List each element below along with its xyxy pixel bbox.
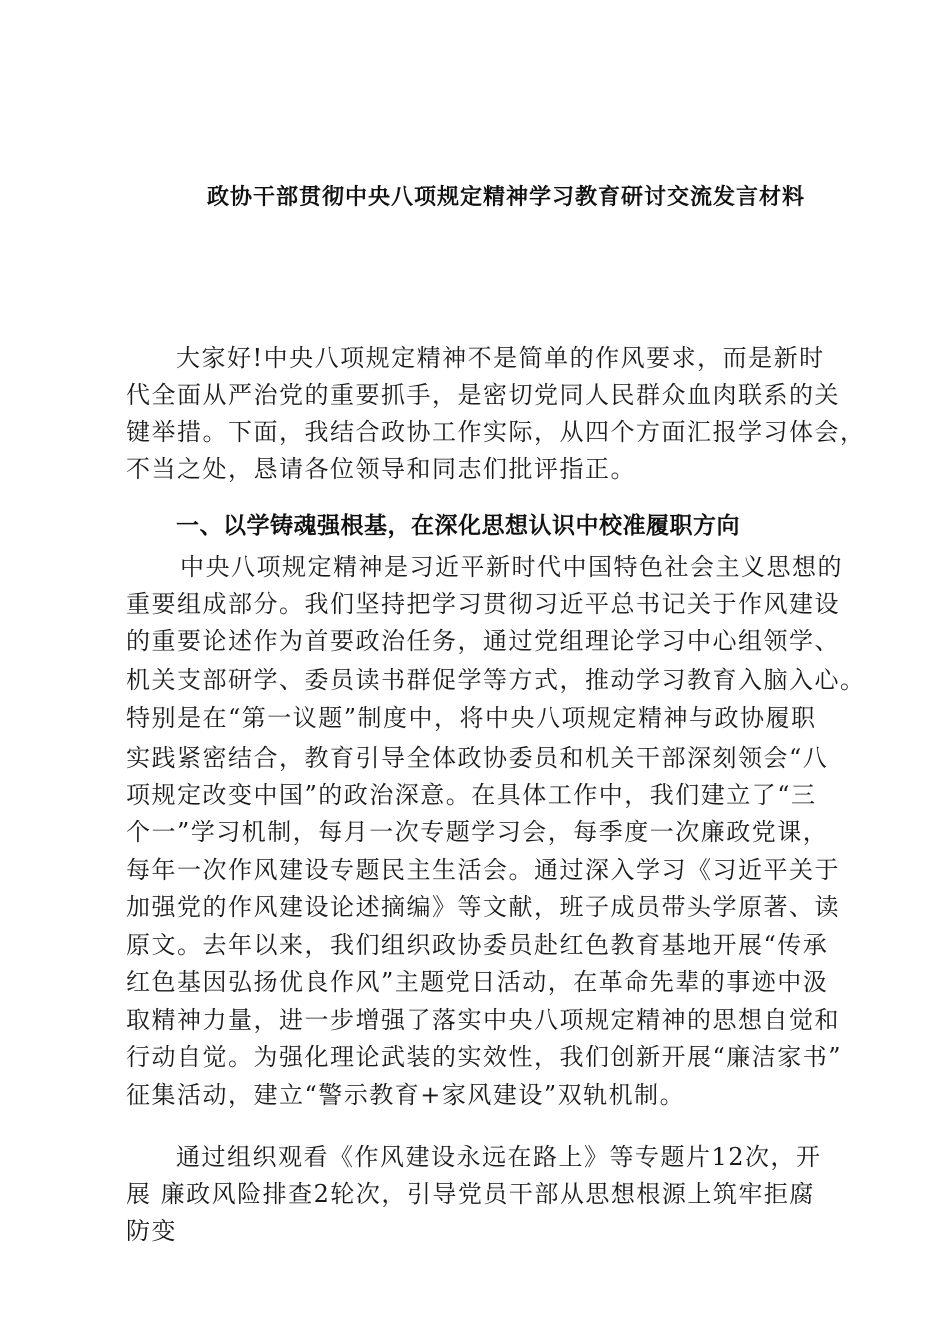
section-1-line: 中央八项规定精神是习近平新时代中国特色社会主义思想的 xyxy=(180,553,843,581)
section-1-line: 取精神力量，进一步增强了落实中央八项规定精神的思想自觉和 xyxy=(126,1006,840,1034)
section-1-line: 个一”学习机制，每月一次专题学习会，每季度一次廉政党课， xyxy=(126,818,829,846)
section-1-line: 项规定改变中国”的政治深意。在具体工作中，我们建立了“三 xyxy=(126,781,817,809)
intro-line: 大家好!中央八项规定精神不是简单的作风要求，而是新时 xyxy=(176,344,825,372)
document-title: 政协干部贯彻中央八项规定精神学习教育研讨交流发言材料 xyxy=(206,185,805,210)
section-1-line: 红色基因弘扬优良作风”主题党日活动，在革命先辈的事迹中汲 xyxy=(126,968,829,996)
intro-line: 代全面从严治党的重要抓手，是密切党同人民群众血肉联系的关 xyxy=(126,381,840,409)
section-1-line: 重要组成部分。我们坚持把学习贯彻习近平总书记关于作风建设 xyxy=(126,590,840,618)
intro-line: 键举措。下面，我结合政协工作实际，从四个方面汇报学习体会， xyxy=(126,418,866,446)
section-1-line: 实践紧密结合，教育引导全体政协委员和机关干部深刻领会“八 xyxy=(126,744,829,772)
section-1-line: 机关支部研学、委员读书群促学等方式，推动学习教育入脑入心。 xyxy=(126,666,866,694)
section-1-line: 每年一次作风建设专题民主生活会。通过深入学习《习近平关于 xyxy=(126,856,840,884)
section-1-line: 特别是在“第一议题”制度中，将中央八项规定精神与政协履职 xyxy=(126,704,817,732)
section-1-line: 征集活动，建立“警示教育+家风建设”双轨机制。 xyxy=(126,1081,686,1109)
paragraph-3-line: 展 廉政风险排查2轮次，引导党员干部从思想根源上筑牢拒腐 xyxy=(126,1180,815,1208)
paragraph-3-line: 防变 xyxy=(126,1217,177,1245)
section-1-line: 原文。去年以来，我们组织政协委员赴红色教育基地开展“传承 xyxy=(126,931,829,959)
section-1-line: 行动自觉。为强化理论武装的实效性，我们创新开展“廉洁家书” xyxy=(126,1043,843,1071)
section-1-line: 的重要论述作为首要政治任务，通过党组理论学习中心组领学、 xyxy=(126,627,840,655)
section-1-line: 加强党的作风建设论述摘编》等文献，班子成员带头学原著、读 xyxy=(126,893,840,921)
intro-line: 不当之处，恳请各位领导和同志们批评指正。 xyxy=(126,455,636,483)
paragraph-3-line: 通过组织观看《作风建设永远在路上》等专题片12次，开 xyxy=(176,1143,822,1171)
section-1-heading: 一、以学铸魂强根基，在深化思想认识中校准履职方向 xyxy=(176,513,740,539)
